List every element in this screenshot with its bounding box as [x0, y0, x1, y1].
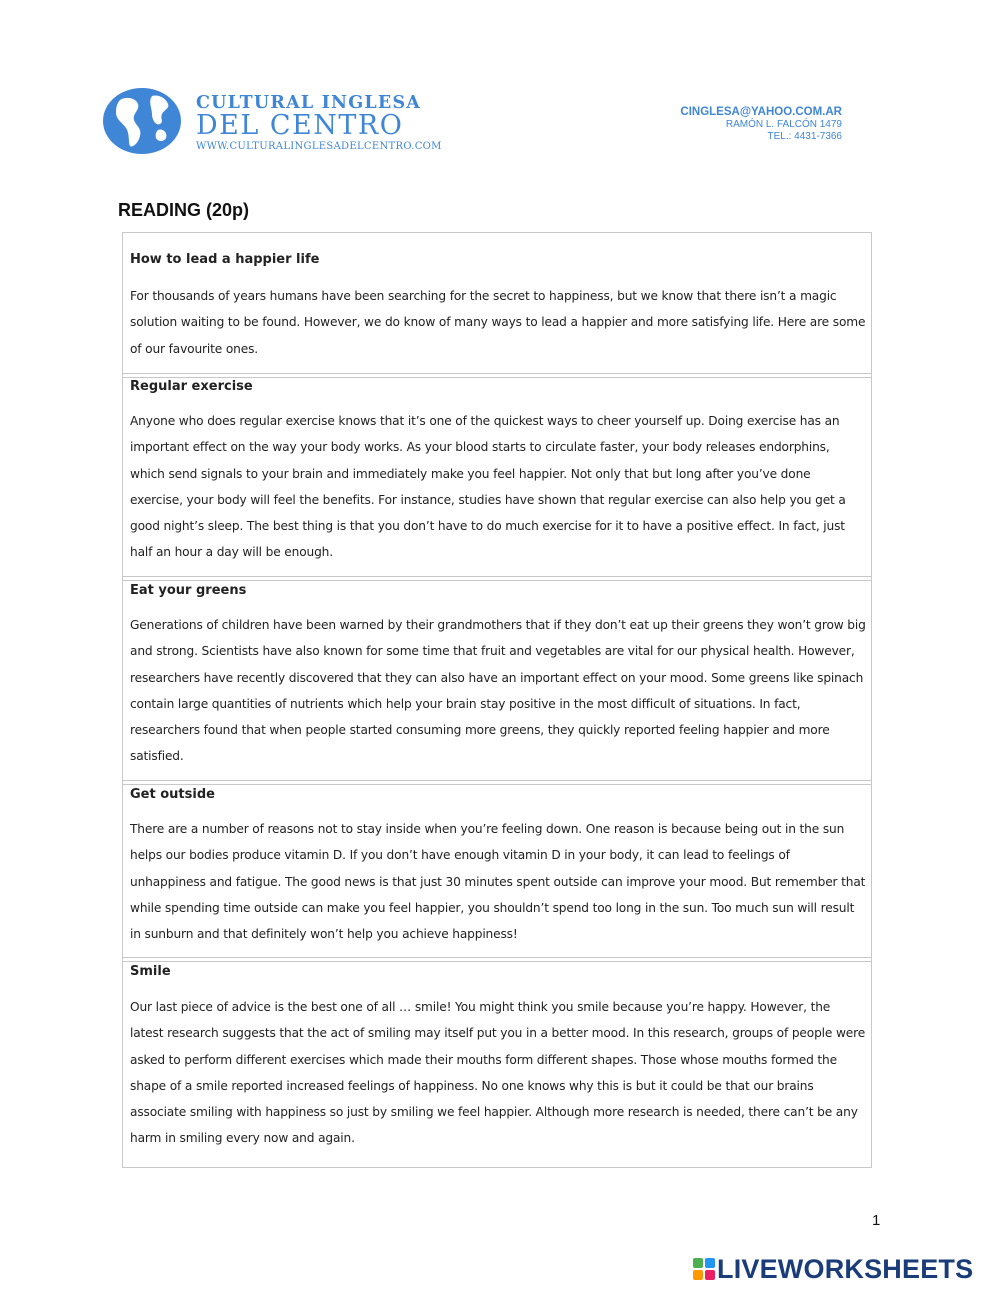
liveworksheets-icon — [693, 1258, 715, 1280]
section-heading-smile: Smile — [130, 964, 171, 979]
contact-address: RAMÓN L. FALCÓN 1479 — [725, 119, 842, 130]
section-body-outside: There are a number of reasons not to stay inside when you’re feeling down. One reason is because being out in the sun helps our bodies produce vitamin D. If you don’t have enough vitamin D in your body, it can lead to feelings of unhappiness and fatigue. The good news is that just 30 minutes spent outside can improve your mood. But remember that while spending time outside can make you feel happier, you shouldn’t spend too long in the sun. Too much sun will result in sunburn and that definitely won’t help you achieve happiness! — [130, 822, 866, 942]
contact-email: CINGLESA@YAHOO.COM.AR — [680, 106, 842, 118]
globe-logo-icon — [102, 86, 184, 156]
section-divider — [123, 576, 871, 581]
section-body-greens: Generations of children have been warned by their grandmothers that if they don’t eat up their greens they won’t grow big and strong. Scientists have also known for some time that fruit and vegetables are vital for our physical health. However, researchers have recently discovered that they can also have an important effect on your mood. Some greens like spinach contain large quantities of nutrients which help your brain stay positive in the most difficult of situations. In fact, researchers found that when people started consuming more greens, they quickly reported feeling happier and more satisfied. — [130, 618, 866, 764]
contact-info — [680, 105, 842, 143]
brand-website: WWW.CULTURALINGLESADELCENTRO.COM — [196, 141, 442, 152]
liveworksheets-wordmark: LIVEWORKSHEETS — [717, 1254, 974, 1284]
brand-name-line2: DEL CENTRO — [196, 110, 404, 141]
section-divider — [123, 373, 871, 378]
section-divider — [123, 957, 871, 962]
contact-phone: TEL.: 4431-7366 — [767, 131, 842, 142]
section-heading-greens: Eat your greens — [130, 583, 247, 598]
section-title: READING (20p) — [118, 200, 250, 220]
section-body-exercise: Anyone who does regular exercise knows that it’s one of the quickest ways to cheer yourself up. Doing exercise has an important effect on the way your body works. As your blood starts to circulate faster, your body releases endorphins, which send signals to your brain and immediately make you feel happier. Not only that but long after you’ve done exercise, your body will feel the benefits. For instance, studies have shown that regular exercise can also help you get a good night’s sleep. The best thing is that you don’t have to do much exercise for it to have a positive effect. In fact, just half an hour a day will be enough. — [130, 414, 846, 560]
section-divider — [123, 780, 871, 785]
brand-name-line1: CULTURAL INGLESA — [196, 93, 422, 113]
section-heading-outside: Get outside — [130, 787, 215, 802]
section-body-smile: Our last piece of advice is the best one of all … smile! You might think you smile because you’re happy. However, the latest research suggests that the act of smiling may itself put you in a better mood. In this research, groups of people were asked to perform different exercises which made their mouths form different shapes. Those whose mouths formed the shape of a smile reported increased feelings of happiness. No one knows why this is but it could be that our brains associate smiling with happiness so just by smiling we feel happier. Although more research is needed, there can’t be any harm in smiling every now and again. — [130, 1000, 866, 1146]
brand-logo — [196, 94, 442, 154]
section-heading-exercise: Regular exercise — [130, 379, 253, 394]
page-number: 1 — [872, 1212, 881, 1229]
liveworksheets-logo — [693, 1254, 989, 1284]
reading-article — [122, 232, 872, 1168]
article-title: How to lead a happier life — [130, 252, 320, 267]
article-intro: For thousands of years humans have been searching for the secret to happiness, but we know that there isn’t a magic solution waiting to be found. However, we do know of many ways to lead a happier and more satisfying life. Here are some of our favourite ones. — [130, 289, 866, 356]
